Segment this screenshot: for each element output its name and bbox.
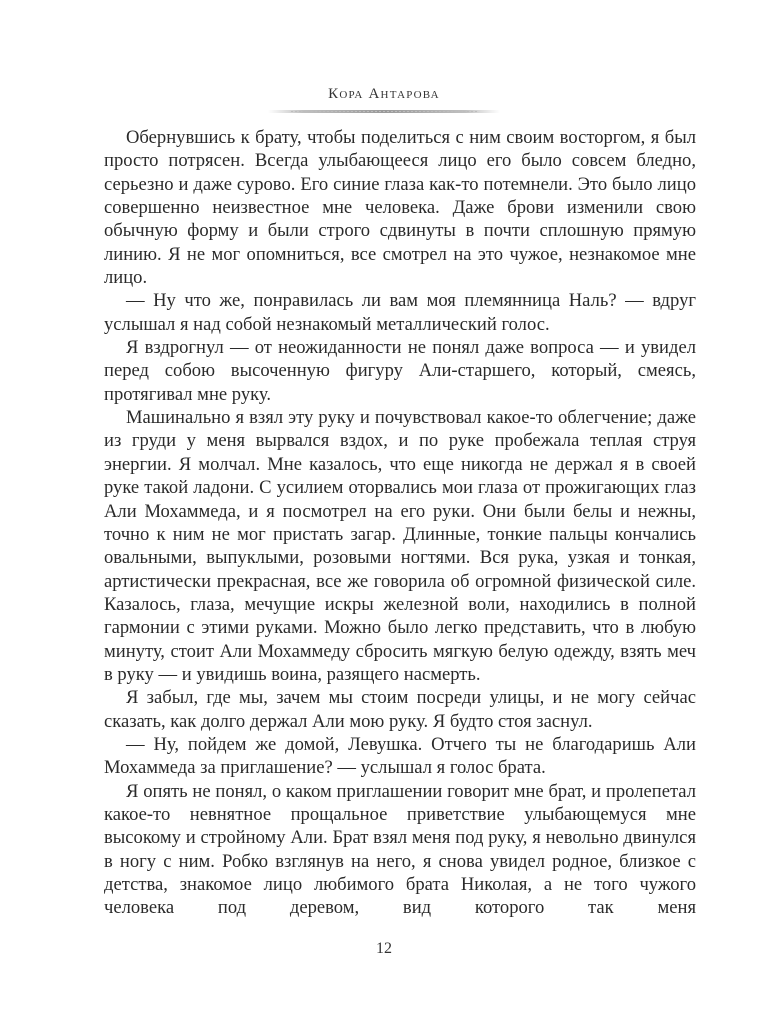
- page-number: 12: [376, 940, 392, 957]
- paragraph: Я опять не понял, о каком приглашении говорит мне брат, и пролепетал какое-то невнятное прощальное приветствие улыбающемуся мне высокому и стройному Али. Брат взял меня под руку, я невольно двинулся в ногу с ним. Робко взглянув на него, я снова увидел родное, близкое с детства, знакомое лицо любимого брата Николая, а не того чужого человека под деревом, вид которого так меня: [104, 780, 696, 919]
- paragraph: — Ну, пойдем же домой, Левушка. Отчего ты не благодаришь Али Мохаммеда за приглашение? — услышал я голос брата.: [104, 733, 696, 779]
- paragraph: Я забыл, где мы, зачем мы стоим посреди улицы, и не могу сейчас сказать, как долго держал Али мою руку. Я будто стоя заснул.: [104, 687, 696, 732]
- header-ornamental-rule: [268, 110, 500, 113]
- paragraph: Машинально я взял эту руку и почувствовал какое-то облегчение; даже из груди у меня вырвался вздох, и по руке пробежала теплая струя энергии. Я молчал. Мне казалось, что еще никогда не держал я в своей руке такой ладони. С усилием оторвались мои глаза от прожигающих глаз Али Мохаммеда, и я посмотрел на его руки. Они были белы и нежны, точно к ним не мог пристать загар. Длинные, тонкие пальцы кончались овальными, выпуклыми, розовыми ногтями. Вся рука, узкая и тонкая, артистически прекрасная, все же говорила об огромной физической силе. Казалось, глаза, мечущие искры железной воли, находились в полной гармонии с этими руками. Можно было легко представить, что в любую минуту, стоит Али Мохаммеду сбросить мягкую белую одежду, взять меч в руку — и увидишь воина, разящего насмерть.: [104, 407, 696, 685]
- body-text: [104, 126, 696, 920]
- running-head-title: Кора Антарова: [328, 86, 440, 102]
- paragraph: Я вздрогнул — от неожиданности не понял даже вопроса — и увидел перед собою высоченную фигуру Али-старшего, который, смеясь, протягивал мне руку.: [104, 337, 696, 405]
- paragraph: — Ну что же, понравилась ли вам моя племянница Наль? — вдруг услышал я над собой незнакомый металлический голос.: [104, 290, 696, 335]
- paragraph: Обернувшись к брату, чтобы поделиться с ним своим восторгом, я был просто потрясен. Всегда улыбающееся лицо его было совсем бледно, серьезно и даже сурово. Его синие глаза как-то потемнели. Это было лицо совершенно неизвестное мне человека. Даже брови изменили свою обычную форму и были строго сдвинуты в почти сплошную прямую линию. Я не мог опомниться, все смотрел на это чужое, незнакомое мне лицо.: [104, 127, 696, 289]
